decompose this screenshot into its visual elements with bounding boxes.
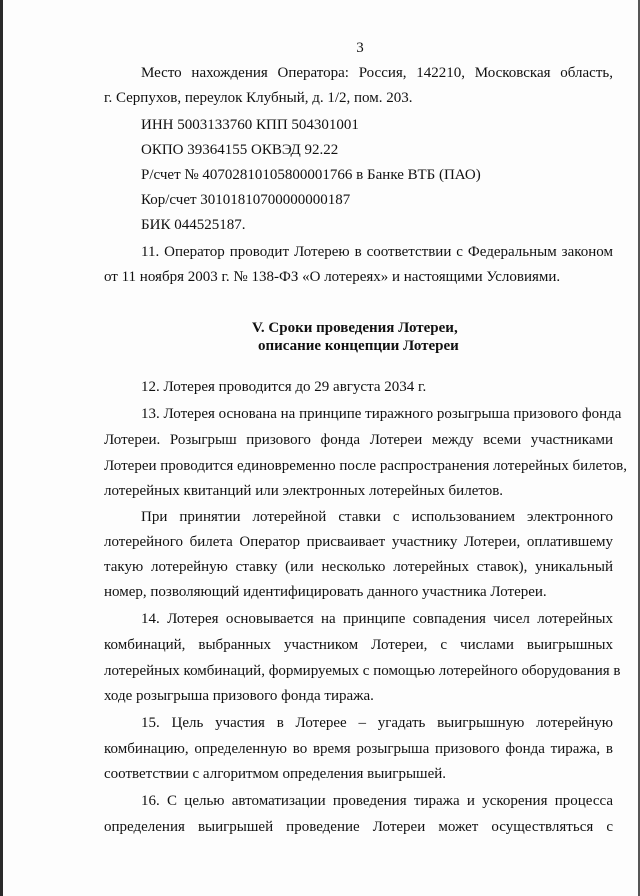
requisite-inn-kpp: ИНН 5003133760 КПП 504301001	[141, 117, 359, 133]
requisite-corr-account: Кор/счет 30101810700000000187	[141, 192, 351, 208]
clause-15-line-2: комбинацию, определенную во время розыгрыша призового фонда тиража, в	[104, 741, 613, 757]
clause-15-line-3: соответствии с алгоритмом определения выигрышей.	[104, 766, 447, 782]
clause-13-line-3: Лотереи проводится единовременно после распространения лотерейных билетов,	[104, 458, 628, 474]
clause-14-line-1: 14. Лотерея основывается на принципе совпадения чисел лотерейных	[141, 611, 613, 627]
clause-13-line-4: лотерейных квитанций или электронных лотерейных билетов.	[104, 483, 504, 499]
clause-16-line-1: 16. С целью автоматизации проведения тиража и ускорения процесса	[141, 793, 613, 809]
clause-14-line-3: лотерейных комбинаций, формируемых с помощью лотерейного оборудования в	[104, 663, 621, 679]
requisite-okpo-okved: ОКПО 39364155 ОКВЭД 92.22	[141, 142, 339, 158]
clause-12: 12. Лотерея проводится до 29 августа 2034 г.	[141, 379, 427, 395]
clause-15-line-1: 15. Цель участия в Лотерее – угадать выигрышную лотерейную	[141, 715, 613, 731]
scan-left-edge	[0, 0, 3, 896]
clause-13-para2-line-2: лотерейного билета Оператор присваивает участнику Лотереи, оплатившему	[104, 534, 613, 550]
clause-13-para2-line-4: номер, позволяющий идентифицировать данного участника Лотереи.	[104, 584, 547, 600]
section-heading-line-2: описание концепции Лотереи	[258, 338, 459, 354]
clause-16-line-2: определения выигрышей проведение Лотереи может осуществляться с	[104, 819, 613, 835]
page-number: 3	[356, 40, 364, 56]
clause-11-line-2: от 11 ноября 2003 г. № 138-ФЗ «О лотереях» и настоящими Условиями.	[104, 269, 561, 285]
operator-address-line-2: г. Серпухов, переулок Клубный, д. 1/2, пом. 203.	[104, 90, 413, 106]
clause-13-para2-line-3: такую лотерейную ставку (или несколько лотерейных ставок), уникальный	[104, 559, 613, 575]
requisite-bik: БИК 044525187.	[141, 217, 246, 233]
clause-14-line-2: комбинаций, выбранных участником Лотереи, с числами выигрышных	[104, 637, 613, 653]
requisite-account: Р/счет № 40702810105800001766 в Банке ВТБ (ПАО)	[141, 167, 481, 183]
operator-address-line-1: Место нахождения Оператора: Россия, 142210, Московская область,	[141, 65, 613, 81]
clause-11-line-1: 11. Оператор проводит Лотерею в соответствии с Федеральным законом	[141, 244, 613, 260]
clause-13-line-1: 13. Лотерея основана на принципе тиражного розыгрыша призового фонда	[141, 406, 622, 422]
clause-13-line-2: Лотереи. Розыгрыш призового фонда Лотереи между всеми участниками	[104, 432, 613, 448]
clause-14-line-4: ходе розыгрыша призового фонда тиража.	[104, 688, 374, 704]
section-heading-line-1: V. Сроки проведения Лотереи,	[252, 320, 458, 336]
clause-13-para2-line-1: При принятии лотерейной ставки с использованием электронного	[141, 509, 613, 525]
